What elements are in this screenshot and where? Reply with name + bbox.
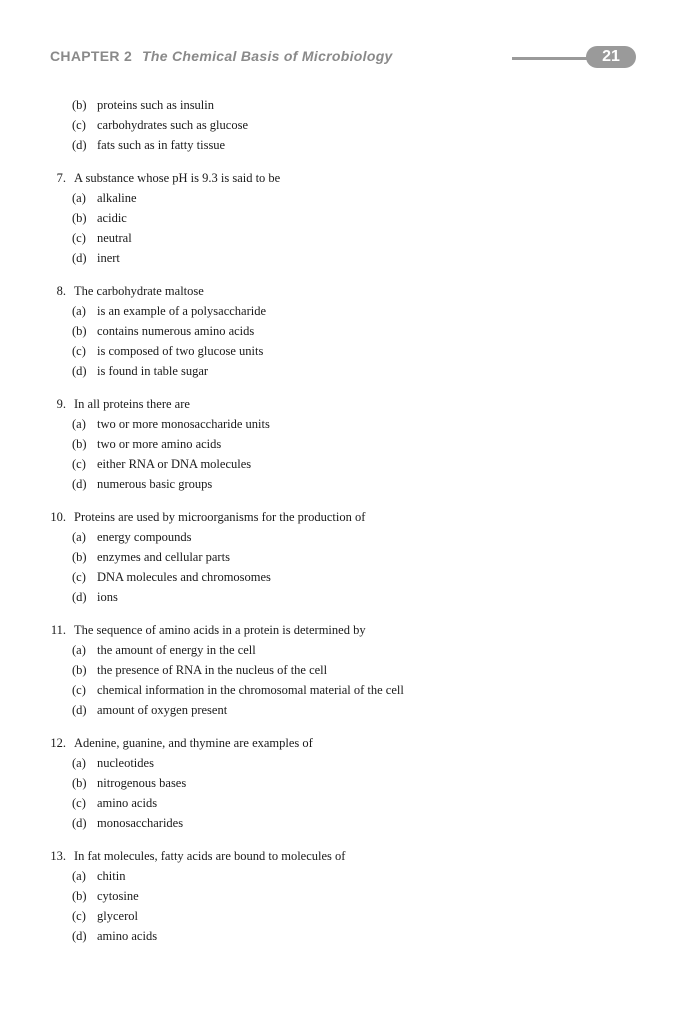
- option-label: (b): [72, 776, 87, 790]
- option-text: the presence of RNA in the nucleus of the cell: [97, 663, 328, 677]
- option-label: (c): [72, 118, 86, 132]
- option-text: carbohydrates such as glucose: [97, 118, 248, 132]
- page-header: [50, 46, 640, 70]
- question-stem: [50, 733, 610, 753]
- answer-option: [50, 321, 610, 341]
- question-item: [50, 733, 610, 833]
- option-label: (c): [72, 231, 86, 245]
- option-text: cytosine: [97, 889, 139, 903]
- option-label: (a): [72, 417, 86, 431]
- option-text: proteins such as insulin: [97, 98, 215, 112]
- option-label: (d): [72, 138, 87, 152]
- chapter-title: The Chemical Basis of Microbiology: [142, 48, 393, 64]
- answer-option: [50, 95, 610, 115]
- option-text: chitin: [97, 869, 126, 883]
- answer-option: [50, 474, 610, 494]
- option-label: (c): [72, 909, 86, 923]
- answer-option: [50, 866, 610, 886]
- question-number: 7.: [56, 171, 66, 185]
- option-text: is an example of a polysaccharide: [97, 304, 267, 318]
- question-stem: [50, 507, 610, 527]
- option-text: amino acids: [97, 796, 158, 810]
- answer-option: [50, 926, 610, 946]
- option-text: the amount of energy in the cell: [97, 643, 256, 657]
- question-number: 12.: [50, 736, 66, 750]
- answer-option: [50, 135, 610, 155]
- option-label: (a): [72, 756, 86, 770]
- question-text: Proteins are used by microorganisms for the production of: [74, 510, 366, 524]
- page-number-badge: 21: [586, 46, 636, 68]
- question-text: A substance whose pH is 9.3 is said to be: [74, 171, 281, 185]
- question-text: In fat molecules, fatty acids are bound to molecules of: [74, 849, 346, 863]
- option-label: (c): [72, 683, 86, 697]
- question-text: The sequence of amino acids in a protein is determined by: [74, 623, 366, 637]
- answer-option: [50, 813, 610, 833]
- option-label: (d): [72, 929, 87, 943]
- option-label: (d): [72, 251, 87, 265]
- answer-option: [50, 700, 610, 720]
- option-text: contains numerous amino acids: [97, 324, 255, 338]
- continued-question: [50, 95, 610, 155]
- option-text: chemical information in the chromosomal material of the cell: [97, 683, 404, 697]
- option-label: (d): [72, 816, 87, 830]
- question-stem: [50, 281, 610, 301]
- option-label: (a): [72, 643, 86, 657]
- option-text: fats such as in fatty tissue: [97, 138, 226, 152]
- option-label: (b): [72, 550, 87, 564]
- question-text: The carbohydrate maltose: [74, 284, 204, 298]
- answer-option: [50, 188, 610, 208]
- option-label: (b): [72, 663, 87, 677]
- option-text: glycerol: [97, 909, 138, 923]
- questions-container: [50, 168, 610, 946]
- answer-option: [50, 454, 610, 474]
- option-text: ions: [97, 590, 118, 604]
- option-label: (a): [72, 869, 86, 883]
- option-text: monosaccharides: [97, 816, 184, 830]
- question-stem: [50, 168, 610, 188]
- question-item: [50, 507, 610, 607]
- option-text: either RNA or DNA molecules: [97, 457, 252, 471]
- answer-option: [50, 587, 610, 607]
- question-item: [50, 620, 610, 720]
- option-text: DNA molecules and chromosomes: [97, 570, 271, 584]
- option-label: (c): [72, 570, 86, 584]
- answer-option: [50, 680, 610, 700]
- question-stem: [50, 620, 610, 640]
- header-rule: [512, 57, 594, 60]
- option-label: (a): [72, 191, 86, 205]
- option-label: (c): [72, 457, 86, 471]
- answer-option: [50, 906, 610, 926]
- option-text: amino acids: [97, 929, 158, 943]
- option-label: (d): [72, 703, 87, 717]
- option-text: is found in table sugar: [97, 364, 209, 378]
- answer-option: [50, 527, 610, 547]
- question-number: 8.: [56, 284, 66, 298]
- option-text: nucleotides: [97, 756, 154, 770]
- option-text: inert: [97, 251, 120, 265]
- answer-option: [50, 361, 610, 381]
- question-number: 11.: [50, 623, 66, 637]
- option-label: (b): [72, 324, 87, 338]
- question-stem: [50, 846, 610, 866]
- answer-option: [50, 640, 610, 660]
- option-label: (b): [72, 437, 87, 451]
- chapter-label: CHAPTER 2: [50, 48, 133, 64]
- question-stem: [50, 394, 610, 414]
- option-label: (a): [72, 304, 86, 318]
- option-text: acidic: [97, 211, 127, 225]
- answer-option: [50, 773, 610, 793]
- answer-option: [50, 208, 610, 228]
- option-text: enzymes and cellular parts: [97, 550, 230, 564]
- question-number: 9.: [56, 397, 66, 411]
- option-text: amount of oxygen present: [97, 703, 228, 717]
- answer-option: [50, 248, 610, 268]
- answer-option: [50, 434, 610, 454]
- option-text: numerous basic groups: [97, 477, 213, 491]
- option-label: (d): [72, 364, 87, 378]
- answer-option: [50, 793, 610, 813]
- option-label: (d): [72, 477, 87, 491]
- question-text: In all proteins there are: [74, 397, 190, 411]
- question-item: [50, 168, 610, 268]
- option-label: (a): [72, 530, 86, 544]
- question-list: [50, 95, 610, 959]
- option-label: (d): [72, 590, 87, 604]
- answer-option: [50, 753, 610, 773]
- option-text: neutral: [97, 231, 132, 245]
- option-label: (b): [72, 889, 87, 903]
- answer-option: [50, 547, 610, 567]
- option-text: energy compounds: [97, 530, 192, 544]
- option-text: alkaline: [97, 191, 137, 205]
- option-text: two or more monosaccharide units: [97, 417, 270, 431]
- question-number: 10.: [50, 510, 66, 524]
- answer-option: [50, 660, 610, 680]
- question-text: Adenine, guanine, and thymine are examples of: [74, 736, 313, 750]
- question-item: [50, 281, 610, 381]
- question-number: 13.: [50, 849, 66, 863]
- option-text: two or more amino acids: [97, 437, 222, 451]
- option-text: is composed of two glucose units: [97, 344, 264, 358]
- answer-option: [50, 115, 610, 135]
- question-item: [50, 846, 610, 946]
- answer-option: [50, 414, 610, 434]
- option-label: (b): [72, 98, 87, 112]
- answer-option: [50, 341, 610, 361]
- option-text: nitrogenous bases: [97, 776, 187, 790]
- answer-option: [50, 301, 610, 321]
- answer-option: [50, 886, 610, 906]
- answer-option: [50, 228, 610, 248]
- answer-option: [50, 567, 610, 587]
- running-head: [50, 48, 393, 64]
- option-label: (b): [72, 211, 87, 225]
- option-label: (c): [72, 796, 86, 810]
- question-item: [50, 394, 610, 494]
- option-label: (c): [72, 344, 86, 358]
